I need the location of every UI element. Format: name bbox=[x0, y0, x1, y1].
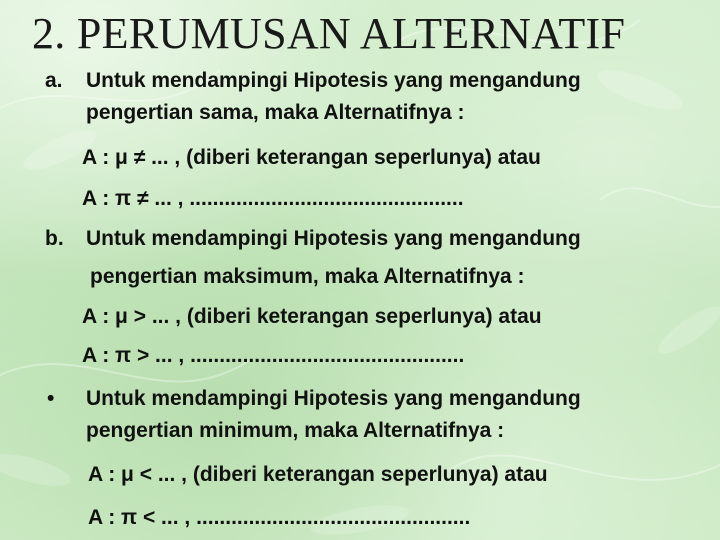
section-c-bullet: • bbox=[47, 387, 55, 410]
section-c-line-2: pengertian minimum, maka Alternatifnya : bbox=[86, 419, 505, 442]
section-c-formula-pi: A : π < ... , ............................................... bbox=[88, 506, 471, 529]
section-b-line-1: Untuk mendampingi Hipotesis yang mengandung bbox=[86, 227, 581, 250]
section-a-line-1: Untuk mendampingi Hipotesis yang mengandung bbox=[86, 69, 581, 92]
section-a-line-2: pengertian sama, maka Alternatifnya : bbox=[86, 101, 465, 124]
section-b-marker: b. bbox=[45, 227, 64, 250]
section-b-line-2: pengertian maksimum, maka Alternatifnya : bbox=[90, 265, 525, 288]
section-b-formula-pi: A : π > ... , ............................................... bbox=[82, 344, 465, 367]
section-a-marker: a. bbox=[45, 69, 63, 92]
section-c-formula-mu: A : μ < ... , (diberi keterangan seperlunya) atau bbox=[88, 463, 548, 486]
slide-title: 2. PERUMUSAN ALTERNATIF bbox=[32, 9, 626, 58]
section-a-formula-pi: A : π ≠ ... , ............................................... bbox=[82, 187, 464, 210]
section-a-formula-mu: A : μ ≠ ... , (diberi keterangan seperlunya) atau bbox=[82, 146, 541, 169]
section-b-formula-mu: A : μ > ... , (diberi keterangan seperlunya) atau bbox=[82, 305, 542, 328]
section-c-line-1: Untuk mendampingi Hipotesis yang mengandung bbox=[86, 387, 581, 410]
